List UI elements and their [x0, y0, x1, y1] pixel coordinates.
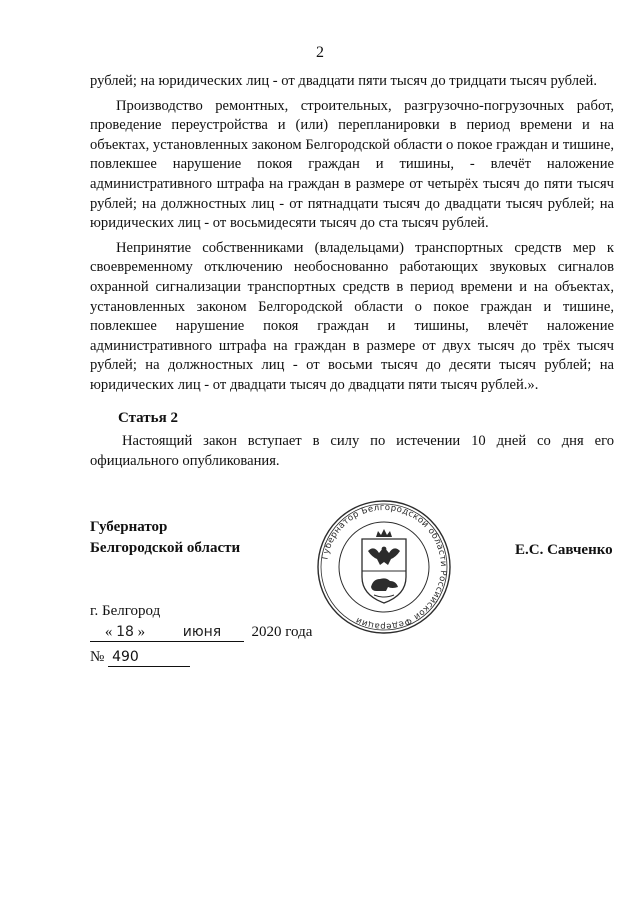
paragraph-repair-works: Производство ремонтных, строительных, разгрузочно-погрузочных работ, проведение переустройства и (или) перепланировки в период времени и на объектах, установленных законом Белгородской области о покое граждан и тишине, повлекшее нарушение покоя граждан и тишины, - влечёт наложение административного штрафа на граждан в размере от четырёх тысяч до пяти тысяч рублей; на должностных лиц - от пятнадцати тысяч до двадцати тысяч рублей; на юридических лиц - от восьмидесяти тысяч до ста тысяч рублей. — [90, 97, 614, 232]
date-day-field — [90, 624, 160, 642]
date-year: 2020 года — [251, 624, 313, 640]
official-seal-icon — [316, 499, 452, 635]
signature-title — [90, 517, 240, 559]
open-quote: « — [104, 624, 113, 640]
signature-title-line1: Губернатор — [90, 519, 168, 535]
date-month-field — [160, 624, 244, 642]
city: г. Белгород — [90, 603, 161, 619]
paragraph-continuation: рублей; на юридических лиц - от двадцати пяти тысяч до тридцати тысяч рублей. — [90, 73, 597, 89]
signatory-name: Е.С. Савченко — [515, 542, 613, 558]
law-text — [90, 72, 614, 396]
article-title: Статья 2 — [118, 410, 178, 426]
law-number — [90, 649, 190, 667]
date-month: июня — [182, 624, 222, 640]
number-prefix: № — [90, 649, 105, 665]
paragraph-vehicle-alarms: Непринятие собственниками (владельцами) транспортных средств мер к своевременному отключению необоснованно работающих звуковых сигналов охранной сигнализации транспортных средств в период времени и на объектах, установленных законом Белгородской области о покое граждан и тишине, повлекшее нарушение покоя граждан и тишины, влечёт наложение административного штрафа на граждан в размере от двух тысяч до трёх тысяч рублей; на должностных лиц - от восьми тысяч до десяти тысяч рублей; на юридических лиц - от двадцати тысяч до двадцати пяти тысяч рублей.». — [90, 239, 614, 393]
seal-ring-text: Губернатор Белгородской области Российской Федерации — [320, 502, 449, 632]
signing-date — [90, 624, 312, 642]
page-number: 2 — [316, 44, 324, 61]
article-text: Настоящий закон вступает в силу по истечении 10 дней со дня его официального опубликования. — [90, 433, 614, 469]
signature-title-line2: Белгородской области — [90, 540, 241, 556]
date-day: 18 — [116, 624, 134, 640]
close-quote: » — [137, 624, 146, 640]
law-number-value: 490 — [108, 649, 190, 667]
